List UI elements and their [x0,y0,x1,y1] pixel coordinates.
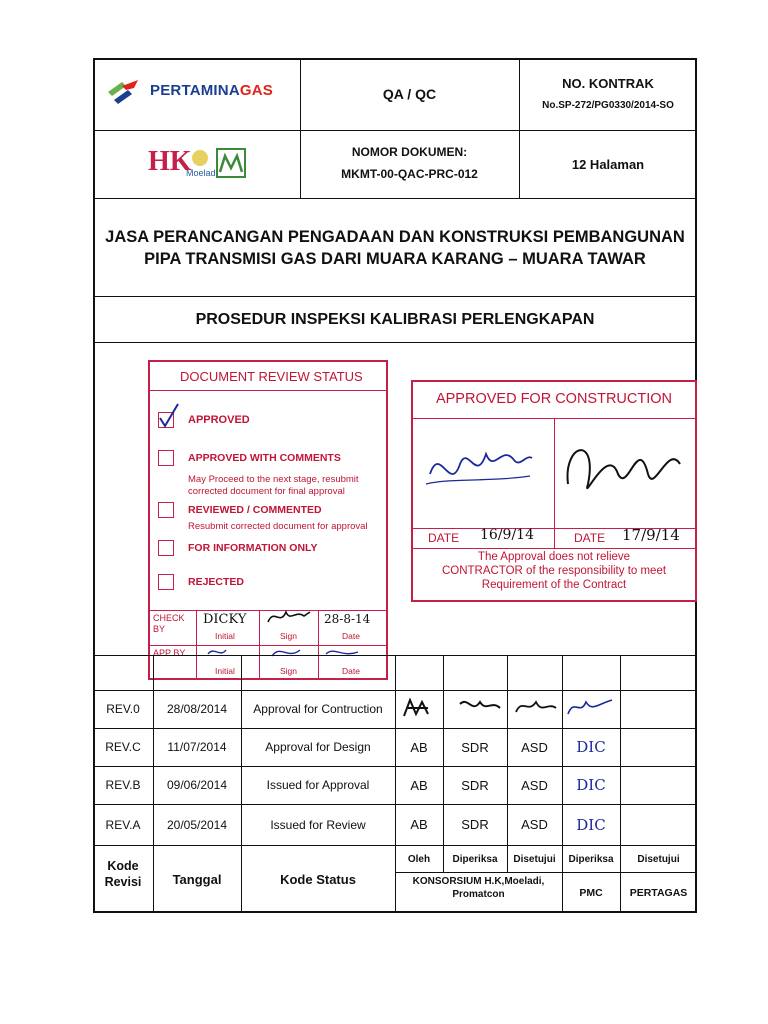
promatcon-logo-icon [216,148,246,178]
rejected-checkbox[interactable] [158,574,174,590]
rev-code: REV.A [105,817,141,832]
rev-pmc-handwritten: DIC [576,738,606,756]
document-number-label: NOMOR DOKUMEN: [351,145,468,159]
footer-pmc: PMC [579,886,603,899]
rev-status: Approval for Contruction [253,702,383,716]
review-stamp-title: DOCUMENT REVIEW STATUS [180,369,363,384]
check-date-col: Date [342,631,360,641]
rev-disetujui: ASD [521,777,548,793]
pertamina-logo-text: PERTAMINAGAS [150,82,273,99]
rev-diperiksa: SDR [461,739,489,755]
rev-date: 20/05/2014 [166,817,228,832]
check-signature-icon [264,606,314,628]
rev-date: 28/08/2014 [166,702,228,716]
pertamina-logo [104,78,294,108]
approved-label: APPROVED [188,414,250,426]
subtitle-bottom-line [93,342,697,343]
approved-with-comments-checkbox[interactable] [158,450,174,466]
rejected-label: REJECTED [188,576,245,588]
approved-comments-note2: corrected document for final approval [188,486,345,497]
rev-code: REV.C [105,740,141,754]
app-by-handwriting-icon [200,642,380,664]
footer-diperiksa: Diperiksa [452,853,498,865]
moeladi-logo-text: Moeladi [186,168,218,178]
approved-check-mark-icon [156,402,180,428]
rev-date: 11/07/2014 [167,740,227,754]
hk-logo: HK [148,146,192,177]
check-grid-v1 [196,610,197,680]
contract-label: NO. KONTRAK [562,76,654,91]
construction-date2-label: DATE [574,531,606,545]
pertamina-logo-icon [104,78,148,108]
check-initial-handwritten: DICKY [203,612,247,627]
contract-number: No.SP-272/PG0330/2014-SO [542,100,674,111]
rev-status: Approval for Design [265,740,371,754]
footer-oleh: Oleh [407,853,431,865]
reviewed-label: REVIEWED / COMMENTED [188,504,322,516]
reviewed-checkbox[interactable] [158,502,174,518]
rev-oleh: AB [410,777,428,793]
rev-disetujui: ASD [521,739,548,755]
construction-signature-2-icon [558,424,688,514]
construction-date2-value: 17/9/14 [622,526,680,544]
footer-konsorsium: KONSORSIUM H.K,Moeladi, [412,876,545,887]
project-title-line1: JASA PERANCANGAN PENGADAAN DAN KONSTRUKSI PEMBANGUNAN [105,228,685,246]
rev-status: Issued for Approval [266,778,370,792]
footer-pertagas: PERTAGAS [629,886,688,899]
document-title: PROSEDUR INSPEKSI KALIBRASI PERLENGKAPAN [195,310,595,328]
construction-date1-value: 16/9/14 [480,527,534,543]
check-initial-col: Initial [215,631,235,641]
reviewed-note: Resubmit corrected document for approval [188,521,368,532]
app-sign-col: Sign [280,666,298,676]
footer-tanggal: Tanggal [172,871,222,887]
header-bottom-line [93,198,697,199]
rev0-signatures-icon [398,694,698,724]
rev-status: Issued for Review [270,817,366,832]
construction-note3: Requirement of the Contract [481,579,627,591]
rev-oleh: AB [410,739,428,755]
construction-signature-1-icon [420,424,540,504]
footer-diperiksa-pmc: Diperiksa [568,853,614,865]
page-count: 12 Halaman [571,156,645,172]
rev-code: REV.B [105,778,141,792]
app-date-col: Date [342,666,360,676]
rev-oleh: AB [410,817,428,832]
rev-diperiksa: SDR [461,777,489,793]
rev-pmc-handwritten: DIC [576,776,606,794]
construction-date1-label: DATE [428,531,460,545]
partner-logos [148,146,258,186]
info-only-checkbox[interactable] [158,540,174,556]
rev-code: REV.0 [106,702,140,716]
moeladi-sun-icon [192,150,208,166]
app-initial-col: Initial [215,666,235,676]
construction-date-bottom [413,548,695,549]
construction-note1: The Approval does not relieve [477,551,631,563]
footer-kode-status: Kode Status [280,871,356,887]
rev-diperiksa: SDR [461,817,489,832]
rev-disetujui: ASD [521,817,548,832]
info-only-label: FOR INFORMATION ONLY [188,542,318,554]
footer-konsorsium-2: Promatcon [452,889,505,900]
check-sign-col: Sign [280,631,298,641]
footer-disetujui-pertagas: Disetujui [637,853,680,865]
document-number: MKMT-00-QAC-PRC-012 [341,167,478,181]
app-by-label: APP BY [153,648,186,658]
project-title-line2: PIPA TRANSMISI GAS DARI MUARA KARANG – MUARA TAWAR [144,250,646,268]
check-by-label: CHECK BY [153,613,185,634]
approved-with-comments-label: APPROVED WITH COMMENTS [188,452,341,464]
approved-comments-note1: May Proceed to the next stage, resubmit [188,474,359,485]
rev-date: 09/06/2014 [166,778,228,792]
construction-note2: CONTRACTOR of the responsibility to meet [441,565,667,577]
footer-disetujui: Disetujui [513,853,556,865]
review-stamp-divider [150,390,386,391]
footer-kode-revisi: Kode Revisi [104,859,142,889]
department-label: QA / QC [382,86,437,102]
rev-pmc-handwritten: DIC [576,815,606,834]
check-date-handwritten: 28-8-14 [324,612,371,626]
construction-stamp-title: APPROVED FOR CONSTRUCTION [435,391,673,407]
